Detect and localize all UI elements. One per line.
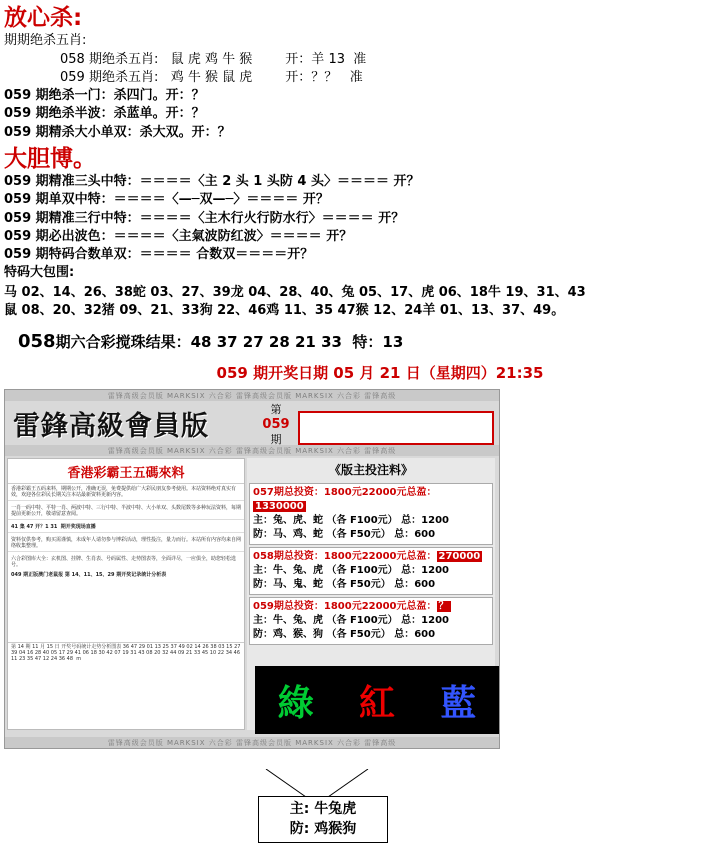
result-period: 058 — [18, 331, 56, 353]
connector-svg — [250, 769, 400, 799]
pool-title: 特码大包围: — [4, 265, 75, 281]
period-number: 059 — [262, 417, 290, 433]
bet-057-header — [253, 486, 489, 514]
dadanbo-row-heshu: 059 期特码合数单双：＝＝＝＝ 合数双＝＝＝＝开？ — [4, 247, 314, 263]
period-top-label: 第 — [270, 403, 282, 417]
bet-058-total: 22000元总盈： — [361, 551, 437, 563]
poster-watermark-bottom — [5, 737, 499, 748]
result-label: 期六合彩搅珠结果： — [55, 333, 191, 352]
bet-057-main: 主：兔、虎、蛇 （各 F100元） 总：1200 — [253, 515, 449, 527]
dadanbo-rows — [0, 174, 720, 263]
juesha-row-059: 059 期绝杀五肖: 鸡 牛 猴 鼠 虎 开：？？ 准 — [60, 69, 363, 85]
poster-watermark-top — [5, 390, 499, 401]
poster-image — [4, 389, 500, 749]
right-column-title: 《版主投注料》 — [247, 458, 495, 481]
left-body-3: 41 集 47 开？1 31 期开奖现场直播 — [8, 522, 244, 533]
result-special-label: 特： — [352, 333, 383, 352]
pool-row-2: 鼠 08、20、32猪 09、21、33狗 22、46鸡 11、35 47猴 12、24羊 01、13、37、49。 — [4, 303, 565, 319]
page-root — [0, 6, 720, 844]
watermark-text: 雷锋高级会员版 MARKSIX 六合彩 雷锋高级会员版 MARKSIX 六合彩 雷锋高级 — [107, 391, 397, 400]
bet-block-058 — [249, 547, 493, 595]
section-title-fangxinsha: 放心杀: — [4, 5, 83, 31]
callout-connector-lines — [250, 769, 400, 799]
color-word-blue: 藍 — [440, 681, 477, 724]
bet-058-header — [253, 550, 489, 564]
poster-period-box — [258, 402, 294, 450]
result-special: 13 — [382, 333, 404, 352]
color-word-red: 紅 — [358, 681, 395, 724]
bet-058-invest: 058期总投资：1800元 — [253, 551, 362, 563]
watermark-text-bottom: 雷锋高级会员版 MARKSIX 六合彩 雷锋高级会员版 MARKSIX 六合彩 雷锋高级 — [107, 738, 397, 747]
color-word-green: 綠 — [277, 681, 314, 724]
jingsha-daxiao-row: 059 期精杀大小单双：杀大双。开：？ — [4, 124, 231, 140]
bet-057-defend: 防：马、鸡、蛇 （各 F50元） 总：600 — [253, 529, 436, 541]
section-subtitle-juesha: 期期绝杀五肖: — [4, 33, 87, 49]
left-footer: 049 期正版澳门老鼠报 第 14、11、15、29 期开奖记录统计分析表 — [11, 572, 167, 579]
bet-059-header — [253, 600, 489, 614]
poster-logo: 雷鋒高級會員版 — [13, 410, 209, 442]
period-bottom-label: 期 — [270, 433, 282, 447]
color-words-banner — [255, 666, 499, 734]
watermark-text-mid: 雷锋高级会员版 MARKSIX 六合彩 雷锋高级会员版 MARKSIX 六合彩 雷锋高级 — [107, 446, 397, 455]
left-body-2: 一肖一码中特、平特一肖、两波中特、三行中特、半波中特、大小单双、头数尾数等多种玩法资料，每期提前更新公开，敬请留意查阅。 — [8, 503, 244, 520]
bet-057-total: 22000元总盈： — [361, 487, 437, 499]
juesha-row-058: 058 期绝杀五肖: 鼠 虎 鸡 牛 猴 开：羊 13 准 — [60, 51, 367, 67]
left-chart-text: 第 14 期 11 月 15 日 开奖号码统计走势分析图表 36 47 29 01 13 25 37 49 02 14 26 38 03 15 27 39 04 16 28 40 05 17 29 41 06 18 30 42 07 19 31 43 08 20 32 44 09 21 33 45 10 22 34 46 11 23 35 47 12 24 36 48 m — [11, 644, 243, 663]
bet-058-defend: 防：马、鬼、蛇 （各 F50元） 总：600 — [253, 579, 436, 591]
bet-058-amount: 270000 — [438, 551, 481, 563]
poster-left-column — [7, 458, 245, 730]
poster-watermark-mid — [5, 445, 499, 456]
bet-057-amount: 1330000 — [255, 501, 304, 513]
bet-057-invest: 057期总投资：1800元 — [253, 487, 362, 499]
bet-059-amount: ？ — [438, 601, 449, 613]
callout-main: 主: 牛兔虎 — [289, 801, 357, 817]
juesha-yimen-row: 059 期绝杀一门：杀四门。开：？ — [4, 88, 205, 104]
pool-row-1: 马 02、14、26、38蛇 03、27、39龙 04、28、40、兔 05、17、虎 06、18牛 19、31、43 — [4, 284, 586, 300]
left-chart-area — [8, 642, 244, 729]
draw-date-line: 059 期开奖日期 05 月 21 日（星期四）21:35 — [216, 364, 544, 383]
callout-box — [258, 796, 388, 843]
poster-header — [5, 401, 499, 445]
left-column-title: 香港彩霸王五碼來料 — [8, 459, 244, 484]
bet-block-059 — [249, 597, 493, 645]
left-body-5: 六合彩图库大全：玄机图、挂牌、生肖表、号码属性、走势图表等，全面详尽，一应俱全，助您轻松选号。 — [11, 556, 237, 569]
callout-defend: 防: 鸡猴狗 — [289, 821, 357, 837]
dadanbo-row-danshuang: 059 期单双中特：＝＝＝＝〈—─双—─〉＝＝＝＝ 开？ — [4, 192, 329, 208]
bet-059-invest: 059期总投资：1800元 — [253, 601, 362, 613]
juesha-banbo-row: 059 期绝杀半波：杀蓝单。开：？ — [4, 106, 205, 122]
bet-059-defend: 防：鸡、猴、狗 （各 F50元） 总：600 — [253, 629, 436, 641]
poster-red-box — [298, 411, 494, 445]
dadanbo-row-bose: 059 期必出波色：＝＝＝＝〈主氣波防红波〉＝＝＝＝ 开？ — [4, 228, 353, 244]
left-body-1: 香港彩霸王五码来料，期期公开，准确无误，免费提供给广大彩民朋友参考使用。本站资料绝对真实有效，欢迎各位彩民长期关注本站最新资料更新内容。 — [8, 484, 244, 501]
bet-block-057 — [249, 483, 493, 545]
left-body-4: 资料仅供参考，购买需谨慎，未成年人请勿参与博彩活动，理性投注，量力而行。本站所有内容均来自网络收集整理。 — [8, 535, 244, 552]
bet-059-main: 主：牛、兔、虎 （各 F100元） 总：1200 — [253, 615, 449, 627]
result-numbers: 48 37 27 28 21 33 — [190, 333, 342, 352]
bet-058-main: 主：牛、兔、虎 （各 F100元） 总：1200 — [253, 565, 449, 577]
section-title-dadanbo: 大胆博。 — [4, 145, 96, 172]
bet-059-total: 22000元总盈： — [361, 601, 437, 613]
draw-result-line — [18, 331, 720, 352]
dadanbo-row-santou: 059 期精准三头中特：＝＝＝＝〈主 2 头 1 头防 4 头〉＝＝＝＝ 开？ — [4, 174, 420, 190]
dadanbo-row-sanxing: 059 期精准三行中特：＝＝＝＝〈主木行火行防水行〉＝＝＝＝ 开？ — [4, 210, 405, 226]
